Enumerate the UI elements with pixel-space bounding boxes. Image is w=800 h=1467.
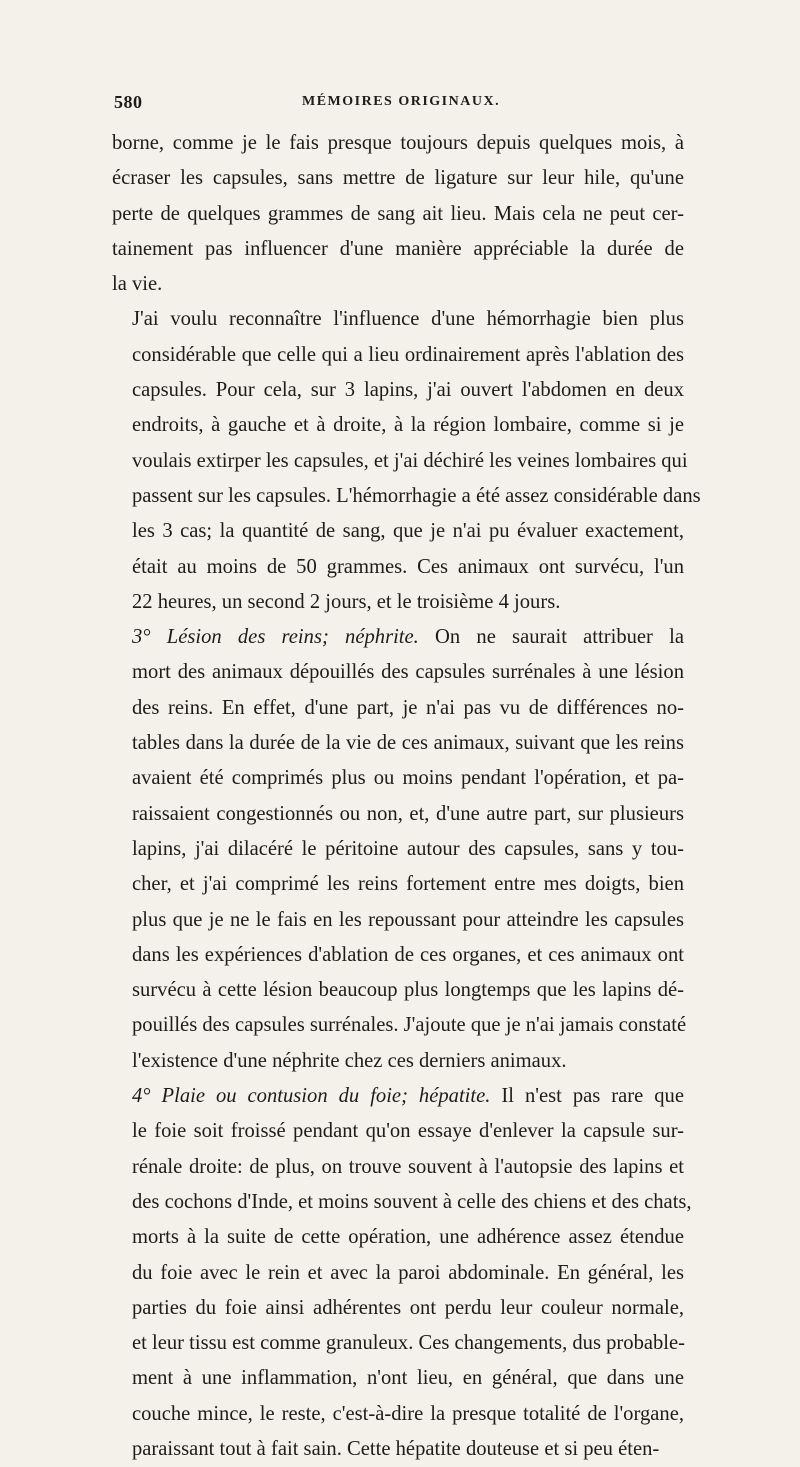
text-line: passent sur les capsules. L'hémorrhagie a été assez considérable dans bbox=[132, 484, 701, 507]
text-line bbox=[112, 1079, 684, 1114]
text-line: était au moins de 50 grammes. Ces animaux ont survécu, l'un bbox=[132, 555, 684, 578]
text-line: des reins. En effet, d'une part, je n'ai pas vu de différences no- bbox=[132, 696, 684, 719]
text-line: les 3 cas; la quantité de sang, que je n'ai pu évaluer exactement, bbox=[132, 520, 684, 543]
text-line: voulais extirper les capsules, et j'ai déchiré les veines lombaires qui bbox=[132, 449, 688, 472]
text-line: paraissant tout à fait sain. Cette hépatite douteuse et si peu éten- bbox=[132, 1437, 660, 1460]
section-heading: 3° Lésion des reins; néphrite. bbox=[132, 626, 419, 649]
text-line: des cochons d'Inde, et moins souvent à celle des chiens et des chats, bbox=[132, 1190, 692, 1213]
text-line: morts à la suite de cette opération, une adhérence assez étendue bbox=[132, 1226, 684, 1249]
text-line: raissaient congestionnés ou non, et, d'une autre part, sur plusieurs bbox=[132, 802, 684, 825]
text-line: la vie. bbox=[112, 273, 163, 296]
running-title: MÉMOIRES ORIGINAUX. bbox=[302, 94, 501, 109]
text-line: ment à une inflammation, n'ont lieu, en général, que dans une bbox=[132, 1367, 684, 1390]
text-line: tables dans la durée de la vie de ces animaux, suivant que les reins bbox=[132, 732, 684, 755]
body-text bbox=[112, 126, 701, 1467]
text-line: survécu à cette lésion beaucoup plus longtemps que les lapins dé- bbox=[132, 979, 684, 1002]
text-line: capsules. Pour cela, sur 3 lapins, j'ai ouvert l'abdomen en deux bbox=[132, 379, 684, 402]
text-line: J'ai voulu reconnaître l'influence d'une hémorrhagie bien plus bbox=[132, 308, 684, 331]
text-line: endroits, à gauche et à droite, à la région lombaire, comme si je bbox=[132, 414, 684, 437]
text-line: pouillés des capsules surrénales. J'ajoute que je n'ai jamais constaté bbox=[132, 1014, 687, 1037]
text-line: avaient été comprimés plus ou moins pendant l'opération, et pa- bbox=[132, 767, 684, 790]
text-line: dans les expériences d'ablation de ces organes, et ces animaux ont bbox=[132, 943, 684, 966]
text-line: cher, et j'ai comprimé les reins fortement entre mes doigts, bien bbox=[132, 873, 684, 896]
text-line: borne, comme je le fais presque toujours depuis quelques mois, à bbox=[112, 132, 684, 154]
book-page bbox=[112, 92, 701, 1467]
section-heading: 4° Plaie ou contusion du foie; hépatite. bbox=[132, 1085, 491, 1108]
page-number: 580 bbox=[114, 92, 143, 112]
line-text: Il n'est pas rare que bbox=[501, 1085, 684, 1108]
text-line: le foie soit froissé pendant qu'on essaye d'enlever la capsule sur- bbox=[132, 1120, 684, 1143]
text-line: 22 heures, un second 2 jours, et le troisième 4 jours. bbox=[132, 590, 561, 613]
paragraph bbox=[112, 302, 701, 620]
text-line: considérable que celle qui a lieu ordinairement après l'ablation des bbox=[132, 343, 684, 366]
paragraph bbox=[112, 1079, 692, 1467]
text-line: rénale droite: de plus, on trouve souvent à l'autopsie des lapins et bbox=[132, 1155, 684, 1178]
page-header bbox=[112, 92, 684, 120]
text-line: du foie avec le rein et avec la paroi abdominale. En général, les bbox=[132, 1261, 684, 1284]
text-line: lapins, j'ai dilacéré le péritoine autour des capsules, sans y tou- bbox=[132, 837, 684, 860]
text-line: écraser les capsules, sans mettre de ligature sur leur hile, qu'une bbox=[112, 167, 684, 190]
text-line: tainement pas influencer d'une manière appréciable la durée de bbox=[112, 237, 684, 260]
text-line: parties du foie ainsi adhérentes ont perdu leur couleur normale, bbox=[132, 1296, 684, 1319]
text-line: et leur tissu est comme granuleux. Ces changements, dus probable- bbox=[132, 1332, 686, 1355]
text-line: plus que je ne le fais en les repoussant pour atteindre les capsules bbox=[132, 908, 684, 931]
text-line: l'existence d'une néphrite chez ces derniers animaux. bbox=[132, 1049, 567, 1072]
paragraph bbox=[112, 126, 684, 302]
line-text: On ne saurait attribuer la bbox=[435, 626, 684, 649]
paragraph bbox=[112, 620, 687, 1079]
text-line: mort des animaux dépouillés des capsules surrénales à une lésion bbox=[132, 661, 684, 684]
text-line bbox=[112, 620, 684, 655]
text-line: perte de quelques grammes de sang ait lieu. Mais cela ne peut cer- bbox=[112, 202, 684, 225]
text-line: couche mince, le reste, c'est-à-dire la presque totalité de l'organe, bbox=[132, 1402, 684, 1425]
